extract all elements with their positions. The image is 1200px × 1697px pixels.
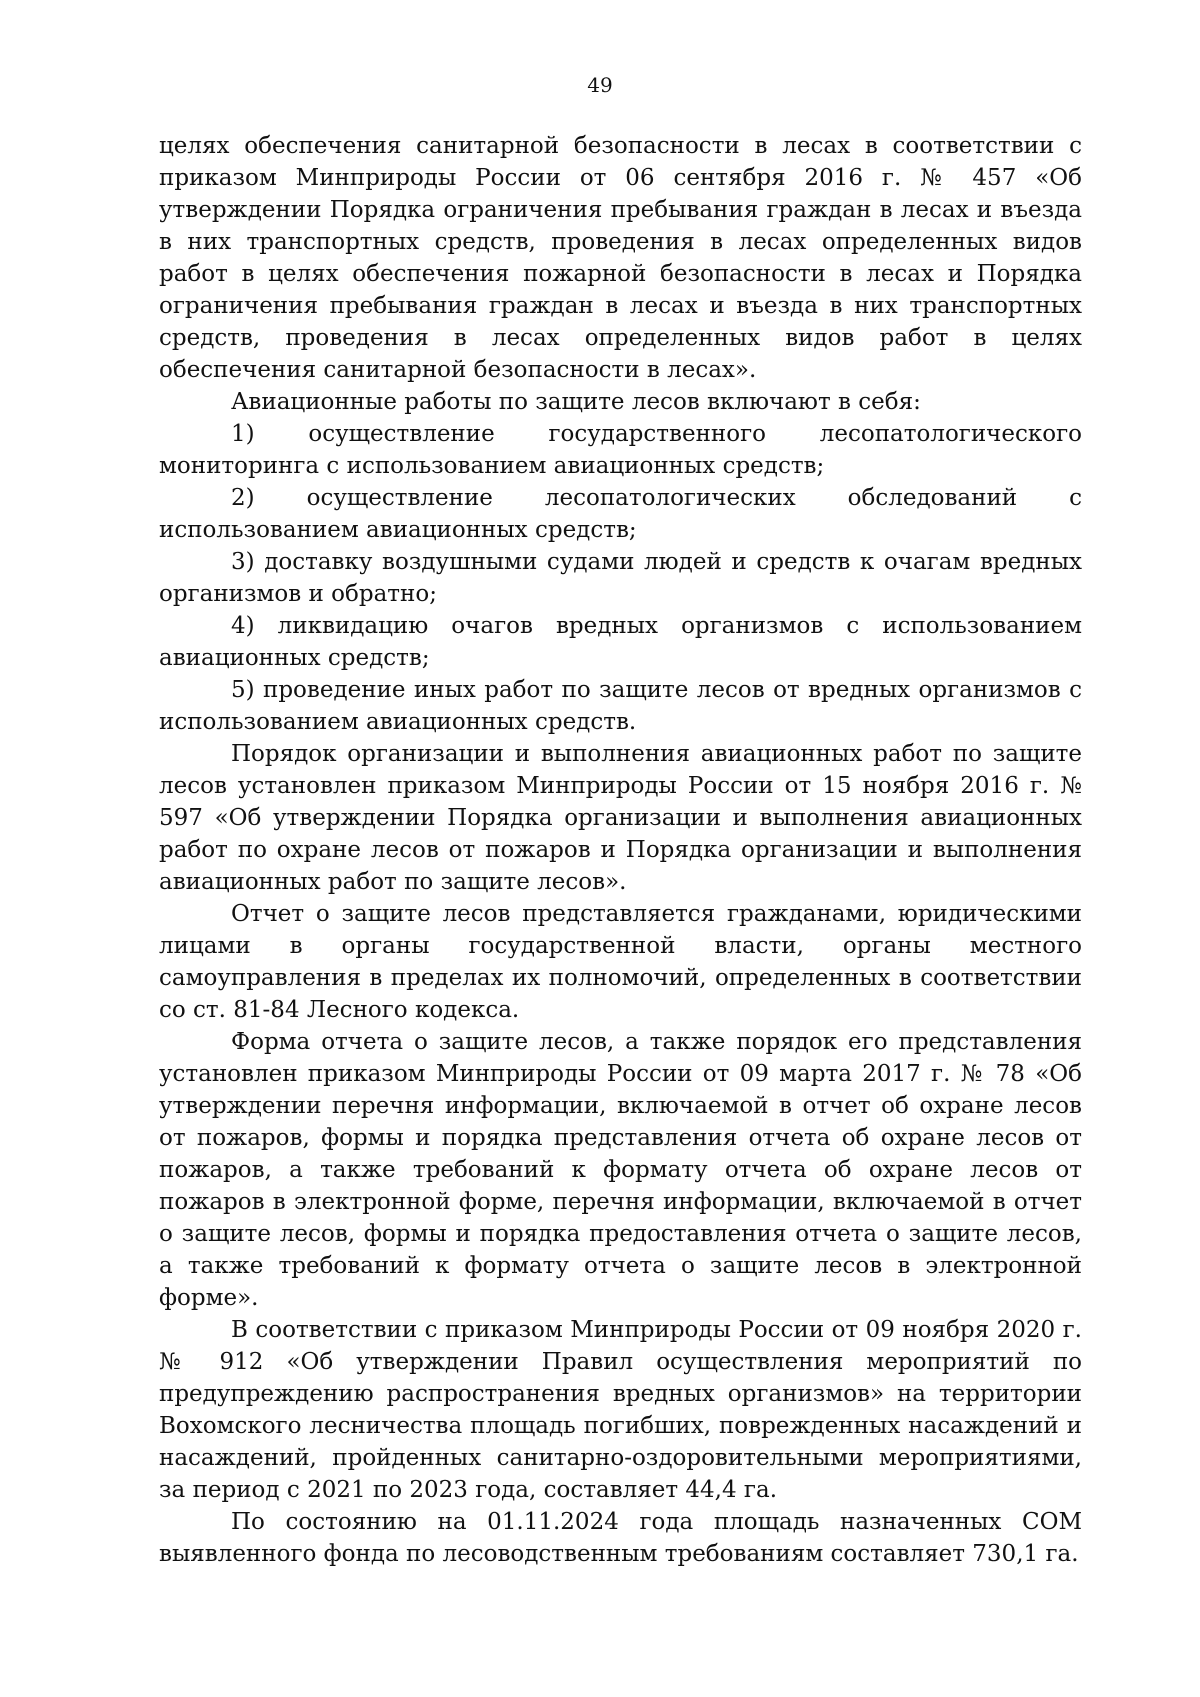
list-item-2: 2) осуществление лесопатологических обследований с использованием авиационных средств;	[159, 485, 1082, 543]
paragraph-continuation: целях обеспечения санитарной безопасности в лесах в соответствии с приказом Минприроды России от 06 сентября 2016 г. № 457 «Об утверждении Порядка ограничения пребывания граждан в лесах и въезда в них транспортных средств, проведения в лесах определенных видов работ в целях обеспечения пожарной безопасности в лесах и Порядка ограничения пребывания граждан в лесах и въезда в них транспортных средств, проведения в лесах определенных видов работ в целях обеспечения санитарной безопасности в лесах».	[159, 133, 1082, 383]
paragraph-report: Отчет о защите лесов представляется гражданами, юридическими лицами в органы государственной власти, органы местного самоуправления в пределах их полномочий, определенных в соответствии со ст. 81-84 Лесного кодекса.	[159, 901, 1082, 1023]
paragraph-aviation-order: Порядок организации и выполнения авиационных работ по защите лесов установлен приказом Минприроды России от 15 ноября 2016 г. № 597 «Об утверждении Порядка организации и выполнения авиационных работ по охране лесов от пожаров и Порядка организации и выполнения авиационных работ по защите лесов».	[159, 741, 1082, 895]
document-body	[159, 130, 1082, 1570]
list-item-5: 5) проведение иных работ по защите лесов от вредных организмов с использованием авиационных средств.	[159, 677, 1082, 735]
paragraph-vokhma-area: В соответствии с приказом Минприроды России от 09 ноября 2020 г. № 912 «Об утверждении Правил осуществления мероприятий по предупреждению распространения вредных организмов» на территории Вохомского лесничества площадь погибших, поврежденных насаждений и насаждений, пройденных санитарно-оздоровительными мероприятиями, за период с 2021 по 2023 года, составляет 44,4 га.	[159, 1317, 1082, 1503]
paragraph-report-form: Форма отчета о защите лесов, а также порядок его представления установлен приказом Минприроды России от 09 марта 2017 г. № 78 «Об утверждении перечня информации, включаемой в отчет об охране лесов от пожаров, формы и порядка представления отчета об охране лесов от пожаров, а также требований к формату отчета об охране лесов от пожаров в электронной форме, перечня информации, включаемой в отчет о защите лесов, формы и порядка предоставления отчета о защите лесов, а также требований к формату отчета о защите лесов в электронной форме».	[159, 1029, 1082, 1311]
list-item-3: 3) доставку воздушными судами людей и средств к очагам вредных организмов и обратно;	[159, 549, 1082, 607]
list-item-1: 1) осуществление государственного лесопатологического мониторинга с использованием авиационных средств;	[159, 421, 1082, 479]
paragraph-aviation-intro: Авиационные работы по защите лесов включают в себя:	[231, 389, 921, 415]
list-item-4: 4) ликвидацию очагов вредных организмов с использованием авиационных средств;	[159, 613, 1082, 671]
paragraph-som-area: По состоянию на 01.11.2024 года площадь назначенных СОМ выявленного фонда по лесоводственным требованиям составляет 730,1 га.	[159, 1509, 1082, 1567]
page-number: 49	[587, 73, 613, 97]
